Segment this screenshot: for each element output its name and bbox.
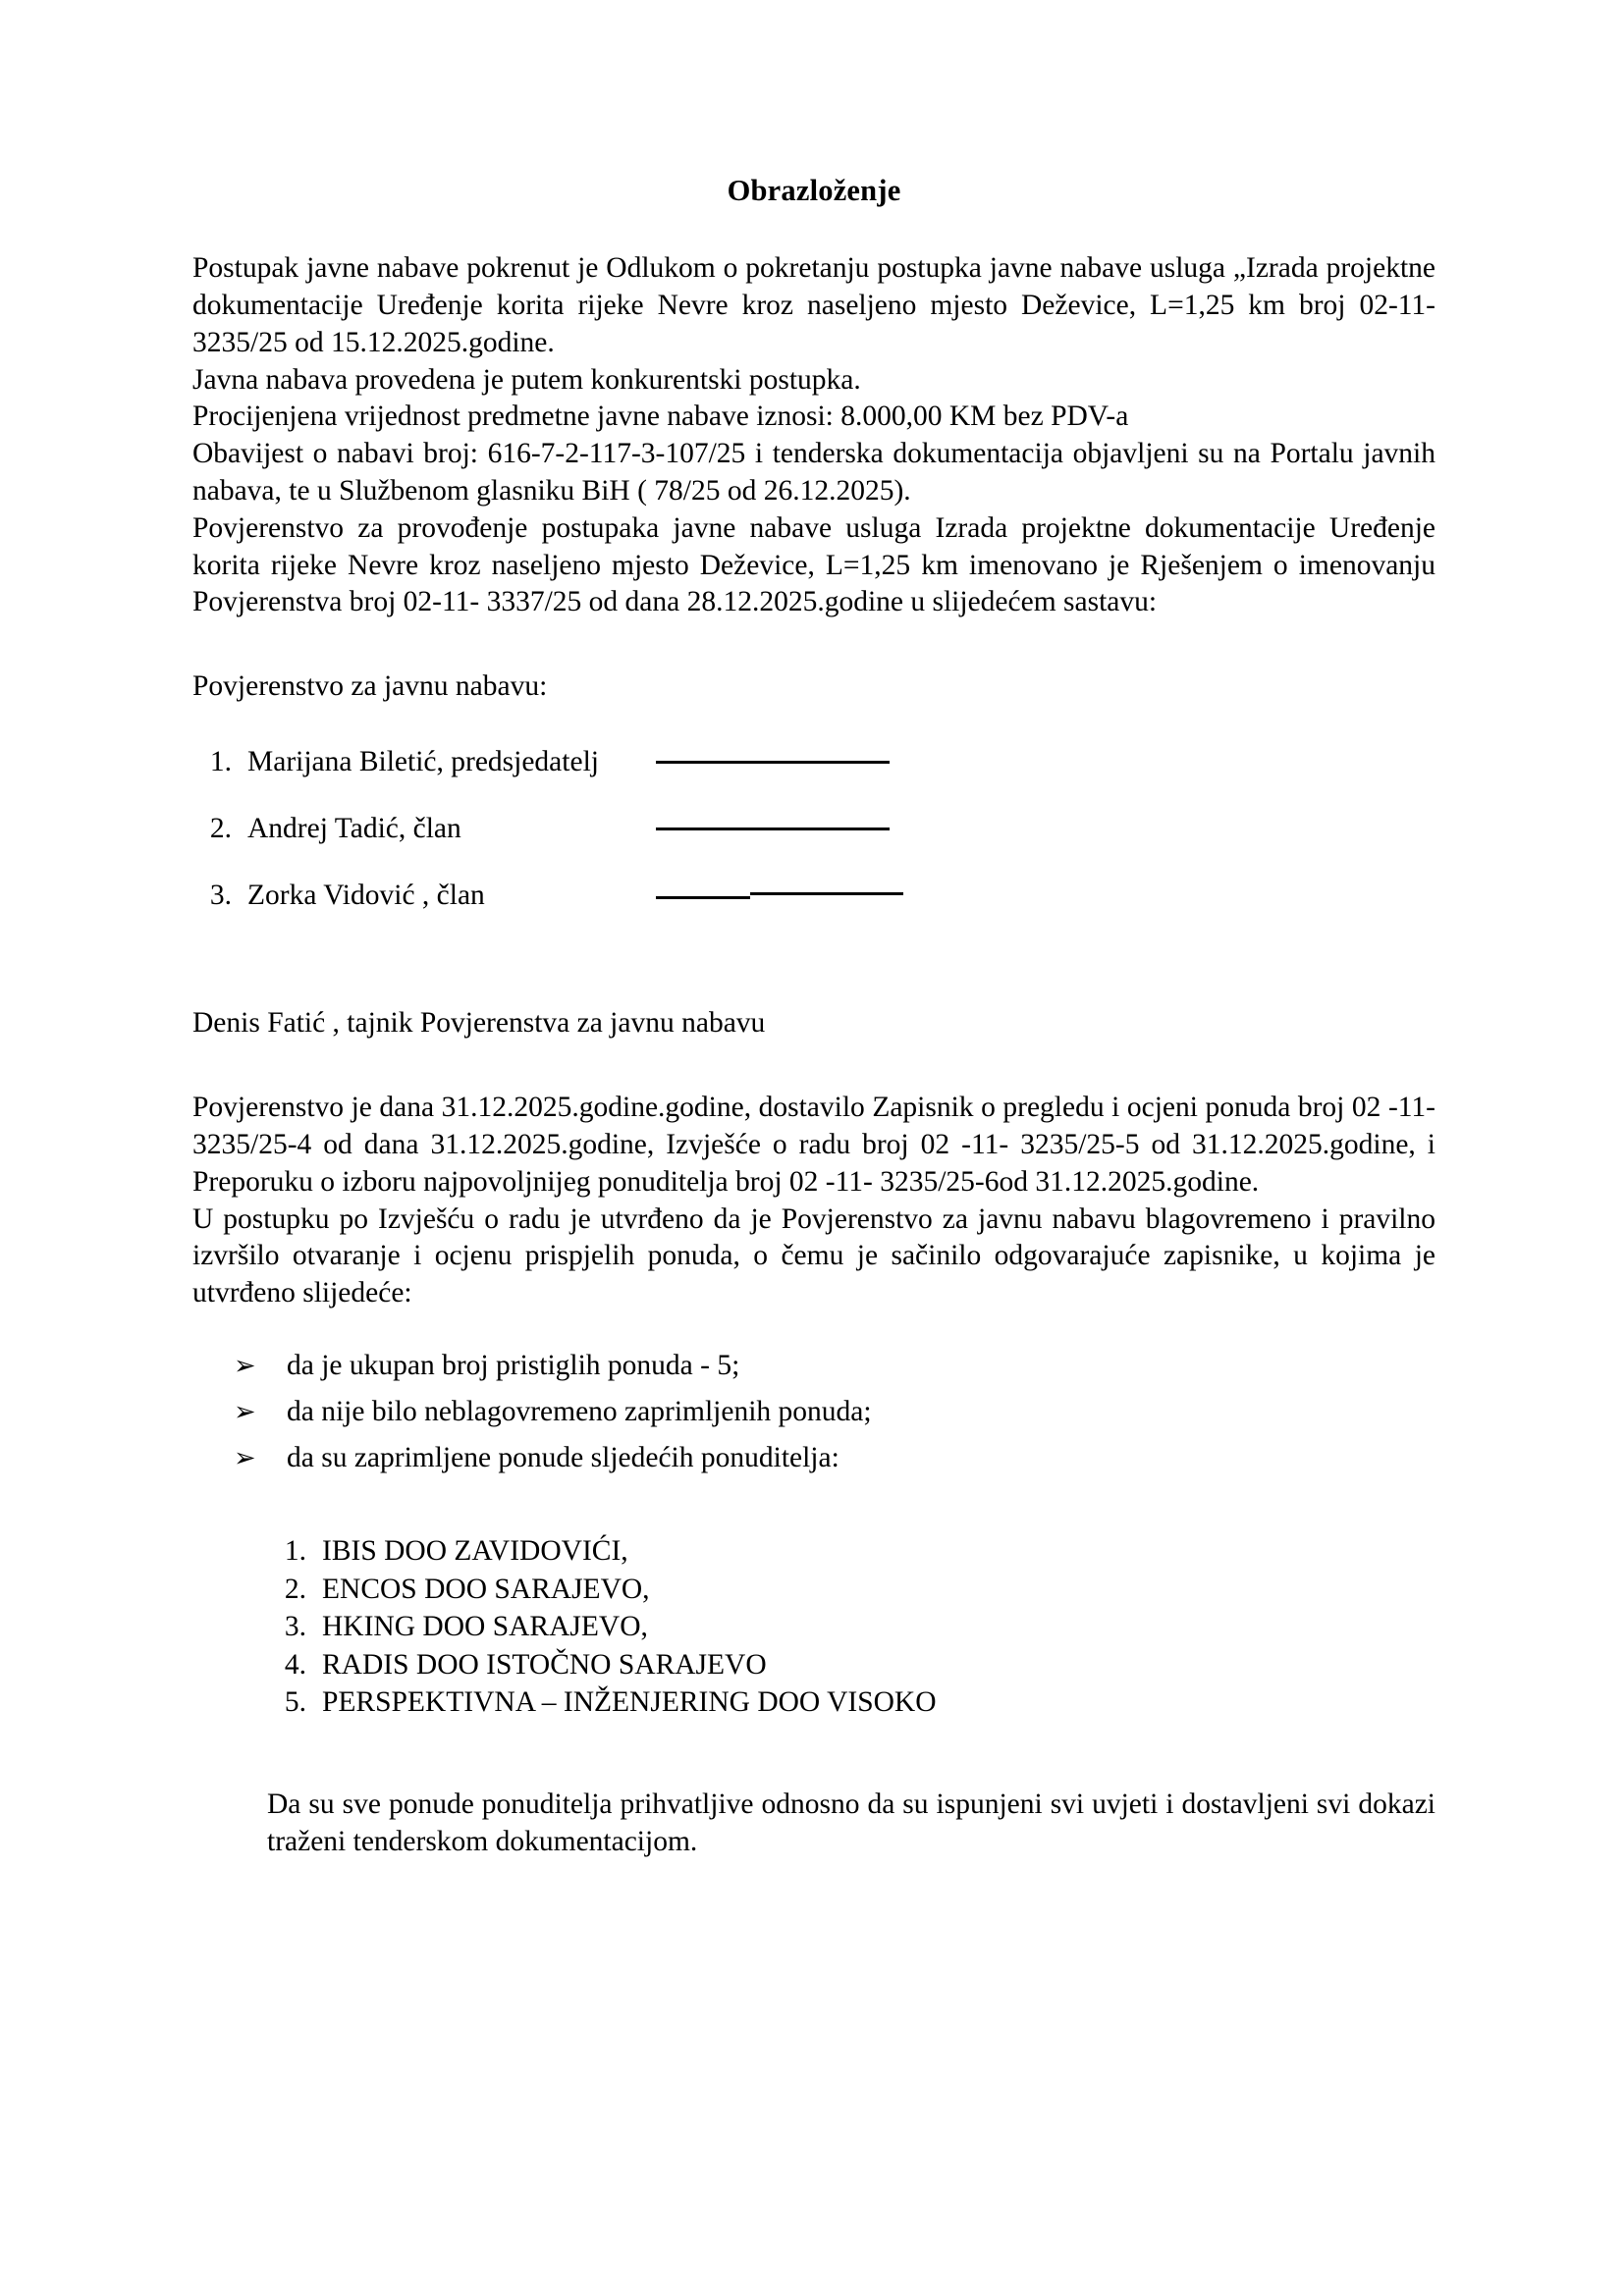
- bullet-text: da nije bilo neblagovremeno zaprimljenih ponuda;: [287, 1395, 872, 1427]
- bidder-number: 5.: [284, 1686, 306, 1719]
- bidder-name: RADIS DOO ISTOČNO SARAJEVO: [322, 1648, 767, 1681]
- findings-paragraph: U postupku po Izvješću o radu je utvrđeno da je Povjerenstvo za javnu nabavu blagovremeno i pravilno izvršilo otvaranje i ocjenu prispjelih ponuda, o čemu je sačinilo odgovarajuće zapisnike, u kojima je utvrđeno slijedeće:: [192, 1202, 1435, 1309]
- spacer: [192, 621, 1435, 668]
- committee-heading: Povjerenstvo za javnu nabavu:: [192, 670, 548, 703]
- bidder-number: 3.: [284, 1611, 306, 1643]
- list-item: [192, 875, 1435, 915]
- bullet-text: da je ukupan broj pristiglih ponuda - 5;: [287, 1349, 740, 1381]
- spacer: [192, 1485, 1435, 1532]
- procedure-line: Javna nabava provedena je putem konkurentski postupka.: [192, 363, 861, 396]
- spacer: [192, 940, 1435, 1005]
- page-title: Obrazloženje: [727, 174, 901, 207]
- bidder-name: ENCOS DOO SARAJEVO,: [322, 1573, 650, 1605]
- secretary-line: Denis Fatić , tajnik Povjerenstva za javnu nabavu: [192, 1007, 766, 1040]
- closing-paragraph: Da su sve ponude ponuditelja prihvatljive odnosno da su ispunjeni svi uvjeti i dostavljeni svi dokazi traženi tenderskom dokumentacijom.: [267, 1788, 1435, 1857]
- intro-paragraph: Postupak javne nabave pokrenut je Odlukom o pokretanju postupka javne nabave usluga „Izrada projektne dokumentacije Uređenje korita rijeke Nevre kroz naseljeno mjesto Deževice, L=1,25 km broj 02-11-3235/25 od 15.12.2025.godine.: [192, 252, 1435, 358]
- findings-bullet-list: [192, 1348, 1435, 1476]
- list-item: [192, 1683, 1435, 1722]
- arrow-bullet-icon: ➢: [234, 1350, 256, 1381]
- signature-line: [656, 875, 890, 904]
- member-number: 1.: [209, 745, 232, 777]
- list-item: [192, 1571, 1435, 1609]
- bidder-number: 2.: [284, 1573, 306, 1605]
- member-number: 3.: [209, 879, 232, 911]
- list-item: [192, 1394, 1435, 1431]
- spacer: [192, 1312, 1435, 1348]
- spacer: [192, 1722, 1435, 1787]
- arrow-bullet-icon: ➢: [234, 1442, 256, 1473]
- spacer: [192, 706, 1435, 741]
- member-name: Zorka Vidović , član: [247, 879, 485, 911]
- member-name: Marijana Biletić, predsjedatelj: [247, 745, 599, 777]
- list-item: [192, 1348, 1435, 1385]
- commission-appointment-paragraph: Povjerenstvo za provođenje postupaka javne nabave usluga Izrada projektne dokumentacije Uređenje korita rijeke Nevre kroz naseljeno mjesto Deževice, L=1,25 km imenovano je Rješenjem o imenovanju Povjerenstva broj 02-11- 3337/25 od dana 28.12.2025.godine u slijedećem sastavu:: [192, 511, 1435, 618]
- signature-line: [656, 741, 890, 771]
- arrow-bullet-icon: ➢: [234, 1396, 256, 1427]
- committee-member-list: [192, 741, 1435, 914]
- member-name: Andrej Tadić, član: [247, 812, 461, 844]
- estimated-value-line: Procijenjena vrijednost predmetne javne nabave iznosi: 8.000,00 KM bez PDV-a: [192, 400, 1129, 433]
- list-item: [192, 741, 1435, 781]
- list-item: [192, 1608, 1435, 1646]
- list-item: [192, 1440, 1435, 1477]
- notice-paragraph: Obavijest o nabavi broj: 616-7-2-117-3-107/25 i tenderska dokumentacija objavljeni su na Portalu javnih nabava, te u Službenom glasniku BiH ( 78/25 od 26.12.2025).: [192, 438, 1435, 507]
- spacer: [192, 1042, 1435, 1090]
- reports-paragraph: Povjerenstvo je dana 31.12.2025.godine.godine, dostavilo Zapisnik o pregledu i ocjeni ponuda broj 02 -11- 3235/25-4 od dana 31.12.2025.godine, Izvješće o radu broj 02 -11- 3235/25-5 od 31.12.2025.godine, i Preporuku o izboru najpovoljnijeg ponuditelja broj 02 -11- 3235/25-6od 31.12.2025.godine.: [192, 1092, 1435, 1198]
- bidder-number: 4.: [284, 1648, 306, 1681]
- list-item: [192, 1532, 1435, 1571]
- signature-line: [656, 808, 890, 837]
- bidder-name: PERSPEKTIVNA – INŽENJERING DOO VISOKO: [322, 1686, 937, 1719]
- bidder-name: IBIS DOO ZAVIDOVIĆI,: [322, 1535, 628, 1568]
- bidder-name: HKING DOO SARAJEVO,: [322, 1611, 648, 1643]
- member-number: 2.: [209, 812, 232, 844]
- list-item: [192, 808, 1435, 848]
- bidder-number: 1.: [284, 1535, 306, 1568]
- document-body: [192, 173, 1435, 1860]
- bidder-list: [192, 1532, 1435, 1722]
- list-item: [192, 1646, 1435, 1684]
- bullet-text: da su zaprimljene ponude sljedećih ponuditelja:: [287, 1441, 839, 1473]
